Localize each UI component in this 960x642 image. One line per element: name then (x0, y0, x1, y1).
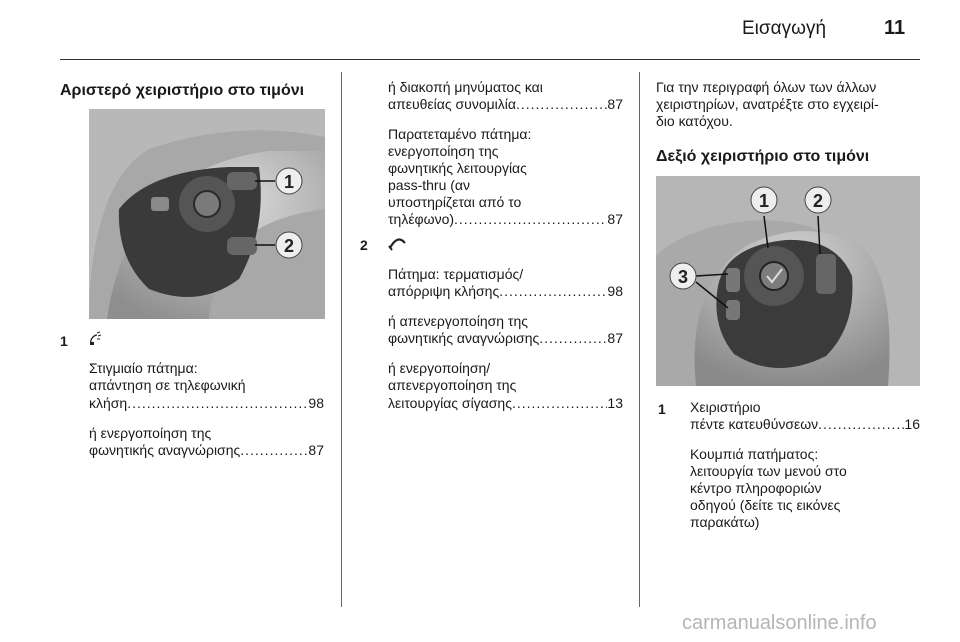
right-controls-heading: Δεξιό χειριστήριο στο τιμόνι (656, 148, 870, 165)
col2-para2-line-3: φωνητικής λειτουργίας (388, 160, 527, 176)
watermark: carmanualsonline.info (682, 612, 877, 634)
leader-dots (539, 330, 607, 347)
r-item1-para2-line-4: οδηγού (δείτε τις εικόνες (690, 497, 841, 513)
item1-entry-voice (89, 442, 324, 459)
col3-para1-line-1: Για την περιγραφή όλων των άλλων (656, 79, 877, 95)
item2-line-1: Πάτημα: τερματισμός/ (388, 266, 524, 282)
item2-entry-voice (388, 330, 623, 347)
item2-line-2: ή απενεργοποίηση της (388, 313, 528, 329)
entry-text: απευθείας συνομιλία (388, 96, 516, 112)
col2-para2-line-2: ενεργοποίηση της (388, 143, 499, 159)
leader-dots (516, 96, 607, 113)
entry-text: απόρριψη κλήσης (388, 283, 500, 299)
col2-entry-chat (388, 96, 623, 113)
entry-text: τηλέφωνο) (388, 211, 455, 227)
col2-para2-line-1: Παρατεταμένο πάτημα: (388, 126, 532, 142)
item1-line-2: απάντηση σε τηλεφωνική (89, 377, 246, 393)
left-steering-wheel-illustration (89, 109, 325, 319)
r-item1-entry-five-way (690, 416, 920, 433)
entry-text: κλήση (89, 395, 128, 411)
item1-entry-call (89, 395, 324, 412)
item-number-r1: 1 (658, 401, 666, 417)
phone-voice-icon (88, 331, 102, 347)
page-reference: 16 (904, 416, 920, 432)
page-reference: 87 (607, 96, 623, 112)
right-steering-controls-figure (656, 176, 920, 386)
item1-line-1: Στιγμιαίο πάτημα: (89, 360, 198, 376)
col2-entry-phone (388, 211, 623, 228)
item2-line-3: ή ενεργοποίηση/ (388, 360, 491, 376)
item2-entry-mute (388, 395, 623, 412)
entry-text: πέντε κατευθύνσεων (690, 416, 819, 432)
page-number: 11 (884, 17, 906, 39)
figure-callout-2: 2 (283, 236, 295, 256)
left-controls-heading: Αριστερό χειριστήριο στο τιμόνι (60, 82, 305, 99)
r-item1-line-1: Χειριστήριο (690, 399, 761, 415)
page-reference: 98 (607, 283, 623, 299)
r-item1-para2-line-1: Κουμπιά πατήματος: (690, 446, 819, 462)
page-reference: 87 (607, 330, 623, 346)
page-reference: 13 (607, 395, 623, 411)
figure-callout-2: 2 (812, 191, 824, 211)
r-item1-para2-line-5: παρακάτω) (690, 514, 760, 530)
col3-para1-line-2: χειριστηρίων, ανατρέξτε στο εγχειρί- (656, 96, 879, 112)
col2-line-1: ή διακοπή μηνύματος και (388, 79, 543, 95)
leader-dots (512, 395, 607, 412)
leader-dots (818, 416, 904, 433)
entry-text: φωνητικής αναγνώρισης (89, 442, 241, 458)
figure-callout-1: 1 (283, 172, 295, 192)
figure-callout-1: 1 (758, 191, 770, 211)
r-item1-para2-line-3: κέντρο πληροφοριών (690, 480, 822, 496)
item2-line-4: απενεργοποίηση της (388, 377, 517, 393)
right-steering-wheel-illustration (656, 176, 920, 386)
left-steering-controls-figure (89, 109, 325, 319)
r-item1-para2-line-2: λειτουργία των μενού στο (690, 463, 847, 479)
leader-dots (454, 211, 607, 228)
leader-dots (499, 283, 607, 300)
page-reference: 87 (607, 211, 623, 227)
column-divider-1 (341, 72, 342, 607)
col2-para2-line-5: υποστηρίζεται από το (388, 194, 522, 210)
hang-up-icon (388, 236, 406, 252)
leader-dots (240, 442, 308, 459)
item-number-1: 1 (60, 333, 68, 349)
column-divider-2 (639, 72, 640, 607)
entry-text: λειτουργίας σίγασης (388, 395, 512, 411)
col2-para2-line-4: pass-thru (αν (388, 177, 471, 193)
header-rule (60, 59, 920, 60)
page-reference: 87 (308, 442, 324, 458)
item2-entry-reject (388, 283, 623, 300)
item-number-2: 2 (360, 237, 368, 253)
leader-dots (127, 395, 308, 412)
figure-callout-3: 3 (677, 267, 689, 287)
page-header-title: Εισαγωγή (742, 18, 827, 39)
col3-para1-line-3: διο κατόχου. (656, 113, 733, 129)
entry-text: φωνητικής αναγνώρισης (388, 330, 540, 346)
item1-line-4: ή ενεργοποίηση της (89, 425, 212, 441)
page-reference: 98 (308, 395, 324, 411)
